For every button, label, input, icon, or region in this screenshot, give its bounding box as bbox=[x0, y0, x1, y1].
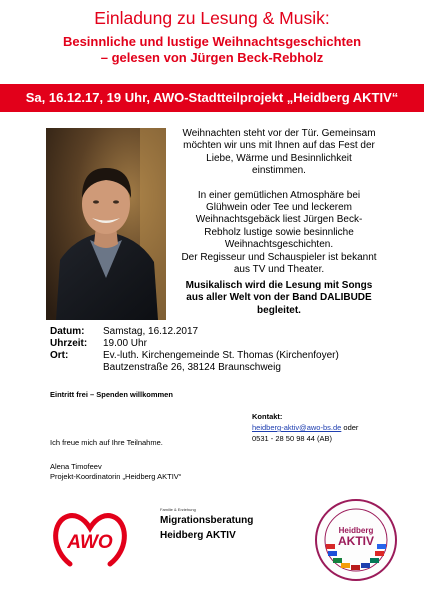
time-label: Uhrzeit: bbox=[50, 338, 88, 349]
place-line-2: Bautzenstraße 26, 38124 Braunschweig bbox=[103, 362, 281, 373]
date-label: Datum: bbox=[50, 326, 85, 337]
place-line-1: Ev.-luth. Kirchengemeinde St. Thomas (Kirchenfoyer) bbox=[103, 350, 339, 361]
heidberg-logo-top: Heidberg bbox=[338, 526, 374, 535]
reader-photo bbox=[46, 128, 166, 320]
heidberg-aktiv-logo bbox=[314, 498, 398, 582]
migration-logo-line1: Migrationsberatung bbox=[160, 515, 254, 526]
date-value: Samstag, 16.12.2017 bbox=[103, 326, 199, 337]
place-label: Ort: bbox=[50, 350, 69, 361]
event-banner-text: Sa, 16.12.17, 19 Uhr, AWO-Stadtteilprojekt „Heidberg AKTIV“ bbox=[25, 90, 399, 105]
contact-heading: Kontakt: bbox=[252, 412, 283, 421]
signature-role: Projekt-Koordinatorin „Heidberg AKTIV“ bbox=[50, 472, 182, 481]
intro-paragraph-1: Weihnachten steht vor der Tür. Gemeinsam möchten wir uns mit Ihnen auf das Fest der Liebe, Wärme und Besinnlichkeit einstimmen. bbox=[182, 128, 376, 177]
awo-logo-text: AWO bbox=[67, 532, 113, 553]
migration-logo bbox=[160, 507, 280, 542]
closing-sentence: Ich freue mich auf Ihre Teilnahme. bbox=[50, 438, 163, 447]
contact-email-line bbox=[252, 422, 358, 433]
invitation-title: Einladung zu Lesung & Musik: bbox=[94, 8, 330, 28]
subtitle-line-1: Besinnliche und lustige Weihnachtsgeschichten bbox=[62, 34, 362, 49]
contact-email-suffix: oder bbox=[341, 423, 359, 432]
intro-paragraph-2: In einer gemütlichen Atmosphäre bei Glühwein oder Tee und leckerem Weihnachtsgebäck liest Jürgen Beck- Rebholz lustige sowie besinnliche Weihnachtsgeschichten. Der Regisseur und Schauspieler ist bekannt aus TV und Theater. bbox=[181, 189, 377, 276]
migration-logo-small: Familie & Erziehung bbox=[160, 507, 196, 512]
signature-name: Alena Timofeev bbox=[50, 462, 102, 471]
migration-logo-line2: Heidberg AKTIV bbox=[160, 530, 236, 541]
heidberg-logo-center: AKTIV bbox=[338, 534, 374, 548]
contact-block bbox=[252, 411, 358, 444]
subtitle-line-2: – gelesen von Jürgen Beck-Rebholz bbox=[100, 50, 324, 65]
contact-email-link[interactable]: heidberg-aktiv@awo-bs.de bbox=[252, 423, 342, 432]
time-value: 19.00 Uhr bbox=[103, 338, 147, 349]
entry-note: Eintritt frei – Spenden willkommen bbox=[50, 390, 173, 399]
invitation-subtitle bbox=[0, 34, 424, 66]
music-paragraph: Musikalisch wird die Lesung mit Songs aus aller Welt von der Band DALIBUDE begleitet. bbox=[185, 280, 373, 316]
contact-phone: 0531 - 28 50 98 44 (AB) bbox=[252, 434, 333, 443]
signature bbox=[50, 462, 181, 482]
awo-logo bbox=[50, 506, 130, 570]
intro-text bbox=[172, 128, 386, 288]
